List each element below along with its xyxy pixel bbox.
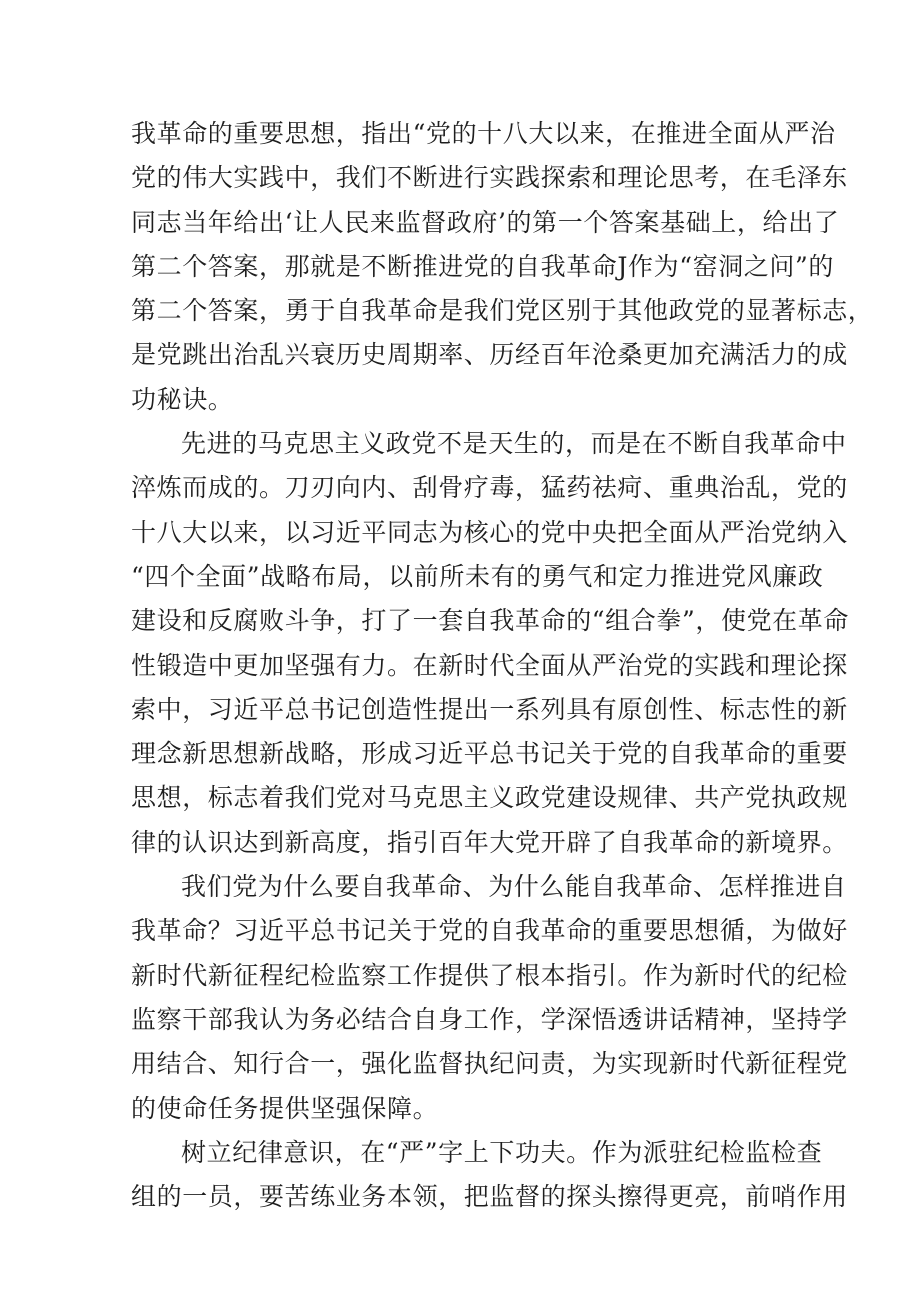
text-line: 我革命的重要思想，指出“党的十八大以来，在推进全面从严治 — [131, 119, 836, 148]
text-line: 我们党为什么要自我革命、为什么能自我革命、怎样推进自 — [181, 872, 847, 902]
text-line: 性锻造中更加坚强有力。在新时代全面从严治党的实践和理论探 — [131, 650, 848, 680]
text-line: 新时代新征程纪检监察工作提供了根本指引。作为新时代的纪检 — [131, 960, 848, 990]
text-line: 先进的马克思主义政党不是天生的，而是在不断自我革命中 — [181, 429, 847, 459]
text-line: 党的伟大实践中，我们不断进行实践探索和理论思考，在毛泽东 — [131, 163, 848, 193]
paragraph — [131, 865, 848, 1131]
text-line: “四个全面”战略布局，以前所未有的勇气和定力推进党风廉政 — [131, 561, 824, 591]
text-line: 树立纪律意识，在“严”字上下功夫。作为派驻纪检监检查 — [181, 1137, 823, 1167]
text-line: 监察干部我认为务必结合自身工作，学深悟透讲话精神，坚持学 — [131, 1004, 848, 1034]
text-line: 理念新思想新战略，形成习近平总书记关于党的自我革命的重要 — [131, 739, 848, 769]
text-line: 思想，标志着我们党对马克思主义政党建设规律、共产党执政规 — [131, 783, 848, 813]
text-line: 建设和反腐败斗争，打了一套自我革命的“组合拳”，使党在革命 — [131, 606, 849, 636]
text-line: 组的一员，要苦练业务本领，把监督的探头擦得更亮，前哨作用 — [131, 1182, 848, 1212]
text-line: 索中，习近平总书记创造性提出一系列具有原创性、标志性的新 — [131, 694, 848, 724]
paragraph — [131, 112, 874, 422]
text-line: 律的认识达到新高度，指引百年大党开辟了自我革命的新境界。 — [131, 827, 848, 857]
text-line: 同志当年给出‘让人民来监督政府’的第一个答案基础上，给出了 — [131, 207, 840, 237]
text-line: 功秘诀。 — [131, 384, 234, 414]
text-line: 的使命任务提供坚强保障。 — [131, 1093, 439, 1123]
text-line: 第二个答案，勇于自我革命是我们党区别于其他政党的显著标志， — [131, 296, 874, 326]
text-line: 我革命？习近平总书记关于党的自我革命的重要思想循，为做好 — [131, 916, 848, 946]
text-line: 是党跳出治乱兴衰历史周期率、历经百年沧桑更加充满活力的成 — [131, 340, 848, 370]
text-line: 第二个答案，那就是不断推进党的自我革命J作为“窑洞之问”的 — [131, 251, 834, 281]
paragraph — [131, 1131, 848, 1220]
text-line: 用结合、知行合一，强化监督执纪问责，为实现新时代新征程党 — [131, 1049, 848, 1079]
text-line: 十八大以来，以习近平同志为核心的党中央把全面从严治党纳入 — [131, 517, 848, 547]
document-body — [131, 112, 874, 1219]
paragraph — [131, 422, 849, 865]
text-line: 淬炼而成的。刀刃向内、刮骨疗毒，猛药祛疴、重典治乱，党的 — [131, 473, 848, 503]
